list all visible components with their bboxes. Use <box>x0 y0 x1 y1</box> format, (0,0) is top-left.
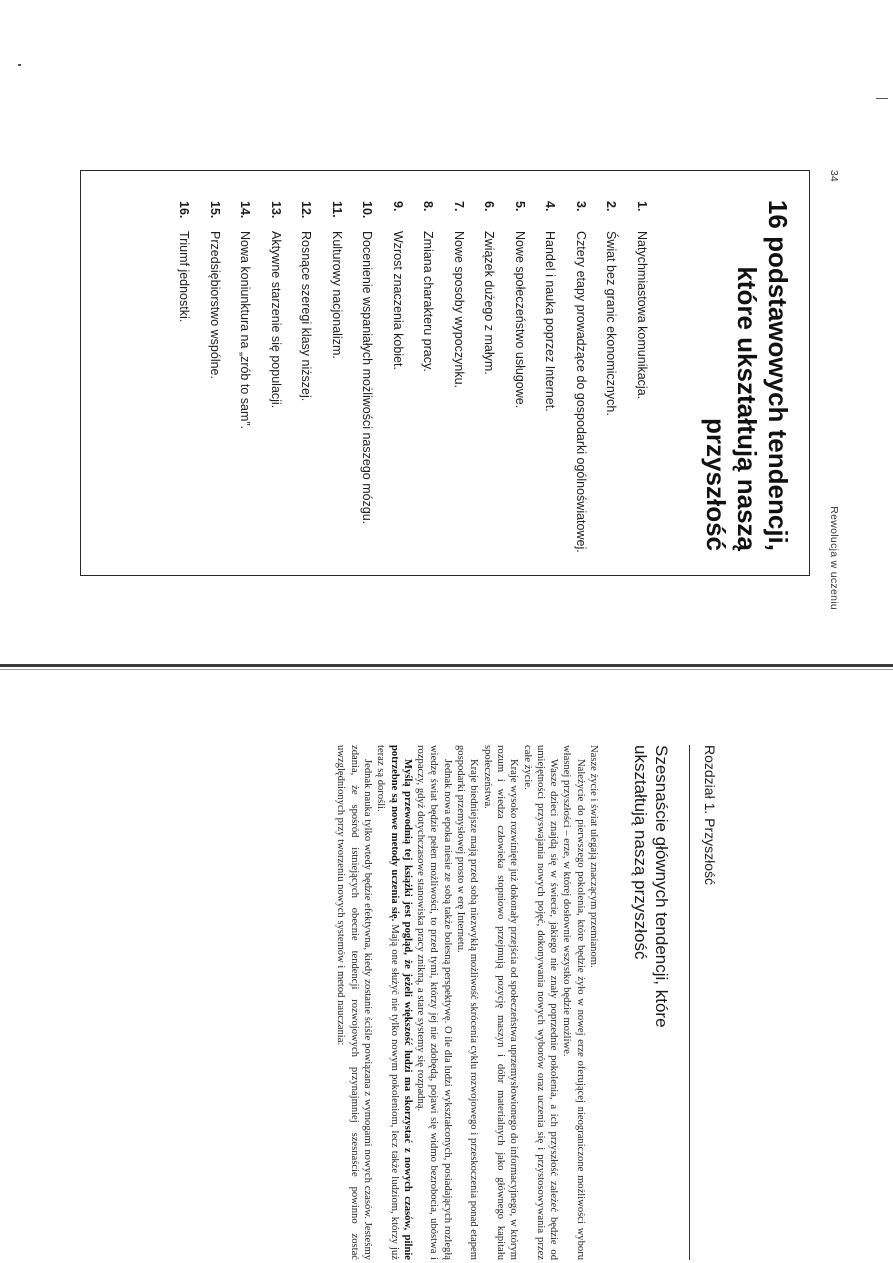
section-title: Szesnaście głównych tendencji, które ukształtują naszą przyszłość <box>631 745 671 1028</box>
item-text: Docenienie wspaniałych możliwości naszego mózgu. <box>360 231 375 525</box>
tendencies-box <box>80 170 810 576</box>
paragraph-key-thesis <box>374 745 414 1260</box>
list-item <box>421 201 436 571</box>
list-item <box>604 201 619 571</box>
key-thesis: Myślą przewodnią tej książki jest pogląd, że jeżeli większość ludzi ma skorzystać z nowych czasów, pilnie potrzebne są nowe metody uczenia się. <box>388 745 413 1260</box>
chapter-heading: Rozdział 1. Przyszłość <box>702 745 718 886</box>
running-head: Rewolucja w uczeniu <box>828 506 840 610</box>
paragraph: Należycie do pierwszego pokolenia, które będzie żyło w nowej erze oferującej nieograniczone możliwości wyboru własnej przyszłości – erze, w której dosłownie wszystko będzie możliwe. <box>561 745 586 1260</box>
item-text: Zmiana charakteru pracy. <box>421 231 436 372</box>
item-number: 1. <box>635 201 649 212</box>
list-item <box>451 201 466 571</box>
list-item <box>512 201 527 571</box>
list-item <box>268 201 283 571</box>
item-text: Kulturowy nacjonalizm. <box>330 231 344 359</box>
list-item <box>207 201 222 571</box>
item-number: 6. <box>482 201 497 212</box>
item-text: Związek dużego z małym. <box>482 231 497 375</box>
item-text: Wzrost znaczenia kobiet. <box>391 231 405 370</box>
list-item <box>482 201 497 571</box>
item-number: 12. <box>299 201 314 219</box>
item-number: 16. <box>177 201 192 219</box>
paragraph: Wasze dzieci znajdą się w świecie, jakiego nie znały poprzednie pokolenia, a ich przyszłość zależeć będzie od umiejętności przyswajania nowych pojęć, dokonywania nowych wyborów oraz uczenia się i przystosowywania przez całe życie. <box>521 745 560 1260</box>
item-number: 3. <box>574 201 588 212</box>
item-number: 9. <box>391 201 405 212</box>
box-title: 16 podstawowych tendencji, które ukształtują naszą przyszłość <box>701 199 793 551</box>
list-item <box>329 201 344 571</box>
paragraph: Kraje biedniejsze mają przed sobą niezwykłą możliwość skrócenia cyklu rozwojowego i przeskoczenia ponad etapem gospodarki przemysłowej prosto w erę Internetu. <box>455 745 480 1260</box>
list-item <box>360 201 375 571</box>
list-item <box>390 201 405 571</box>
page-number: 34 <box>828 170 840 182</box>
key-thesis-continuation: Mają one służyć nie tylko nowym pokoleniom, lecz także ludziom, którzy już teraz są dorośli. <box>375 745 400 1260</box>
item-number: 2. <box>604 201 619 212</box>
item-number: 14. <box>238 201 253 219</box>
list-item <box>177 201 192 571</box>
item-text: Nowa koniunktura na „zrób to sam”. <box>238 231 253 430</box>
chapter-rule <box>689 745 690 1260</box>
item-text: Nowe sposoby wypoczynku. <box>452 231 466 389</box>
item-text: Nowe społeczeństwo usługowe. <box>513 231 527 409</box>
item-text: Rosnące szeregi klasy niższej. <box>299 231 314 402</box>
paragraph: Jednak nowa epoka niesie ze sobą także bolesną perspektywę. O ile dla ludzi wykształconych, posiadających rozległą wiedzę świat będzie pełen możliwości, to przed tymi, którzy jej nie zdobędą, pojawi się widmo bezrobocia, ubóstwa i rozpaczy, gdyż dotychczasowe stanowiska pracy znikną, a stare systemy się rozpadną. <box>415 745 453 1260</box>
paragraph: Nasze życie i świat ulegają znaczącym przemianom. <box>588 745 599 968</box>
page-header <box>820 170 842 610</box>
item-number: 5. <box>513 201 527 212</box>
list-item <box>299 201 314 571</box>
page-chapter-1 <box>48 745 718 1260</box>
list-item <box>634 201 649 571</box>
item-text: Cztery etapy prowadzące do gospodarki ogólnoświatowej. <box>574 231 588 553</box>
item-text: Natychmiastowa komunikacja. <box>635 231 649 400</box>
item-number: 7. <box>452 201 466 212</box>
paragraph: Jednak nauka tylko wtedy będzie efektywna, kiedy zostanie ściśle powiązana z wymogami nowych czasów. Jesteśmy zdania, że spośród istniejących obecnie tendencji rozwojowych przynajmniej szesnaście powinno zostać uwzględnionych przy tworzeniu nowych systemów i metod nauczania: <box>335 745 373 1260</box>
item-number: 15. <box>208 201 222 219</box>
item-text: Przedsiębiorstwo wspólne. <box>208 231 222 379</box>
list-item <box>543 201 558 571</box>
list-item <box>238 201 253 571</box>
list-item <box>573 201 588 571</box>
paragraph: Kraje wysoko rozwinięte już dokonały przejścia od społeczeństwa uprzemysłowionego do informacyjnego, w którym rozum i wiedza człowieka stopniowo przejmują pozycję maszyn i dóbr materialnych jako głównego kapitału społeczeństwa. <box>481 745 520 1260</box>
item-text: Handel i nauka poprzez Internet. <box>543 231 558 412</box>
page-34 <box>72 170 842 620</box>
scan-fold-shadow <box>0 669 893 670</box>
tendency-list <box>161 201 649 571</box>
body-text <box>334 745 600 1260</box>
item-number: 13. <box>269 201 283 219</box>
scan-speck <box>876 98 888 99</box>
item-number: 10. <box>360 201 375 219</box>
item-text: Aktywne starzenie się populacji. <box>269 231 283 409</box>
item-text: Triumf jednostki. <box>177 231 192 323</box>
item-number: 4. <box>543 201 558 212</box>
item-number: 8. <box>421 201 436 212</box>
scan-speck <box>18 64 21 66</box>
scan-fold-line <box>0 664 893 667</box>
item-text: Świat bez granic ekonomicznych. <box>604 231 619 416</box>
item-number: 11. <box>330 201 344 218</box>
